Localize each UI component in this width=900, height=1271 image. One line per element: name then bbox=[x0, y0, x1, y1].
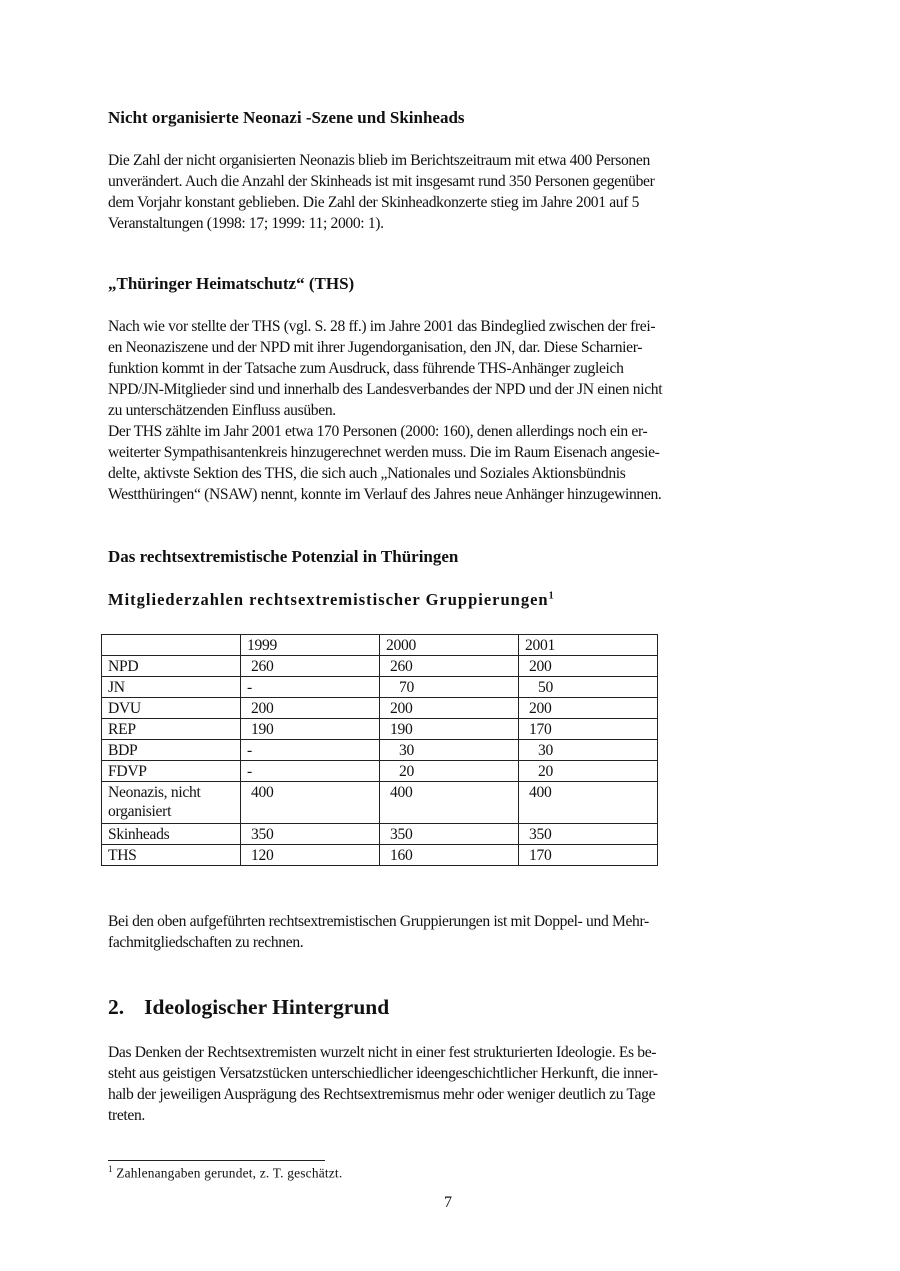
text-line: weiterter Sympathisantenkreis hinzugerechnet werden muss. Die im Raum Eisenach angesie- bbox=[108, 444, 660, 461]
table-cell: 400 bbox=[519, 782, 658, 824]
chapter-number: 2. bbox=[108, 995, 125, 1019]
table-cell: 400 bbox=[241, 782, 380, 824]
text-line: treten. bbox=[108, 1107, 145, 1124]
table-cell: 200 bbox=[519, 656, 658, 677]
table-cell-group: REP bbox=[102, 719, 241, 740]
section-heading-neonazi-szene: Nicht organisierte Neonazi -Szene und Skinheads bbox=[108, 108, 465, 127]
table-row bbox=[102, 677, 658, 698]
section-heading-potenzial: Das rechtsextremistische Potenzial in Thüringen bbox=[108, 547, 459, 566]
table-cell: 350 bbox=[519, 824, 658, 845]
table-cell: 190 bbox=[241, 719, 380, 740]
table-cell-group: DVU bbox=[102, 698, 241, 719]
table-header-row bbox=[102, 635, 658, 656]
table-row bbox=[102, 824, 658, 845]
text-line: Veranstaltungen (1998: 17; 1999: 11; 2000: 1). bbox=[108, 215, 384, 232]
table-row bbox=[102, 719, 658, 740]
table-row bbox=[102, 698, 658, 719]
chapter-title: Ideologischer Hintergrund bbox=[144, 995, 390, 1019]
text-line: en Neonaziszene und der NPD mit ihrer Jugendorganisation, den JN, dar. Diese Scharnier- bbox=[108, 339, 643, 356]
text-line: halb der jeweiligen Ausprägung des Rechtsextremismus mehr oder weniger deutlich zu Tage bbox=[108, 1086, 656, 1103]
page-number: 7 bbox=[444, 1194, 452, 1211]
table-cell: 170 bbox=[519, 845, 658, 866]
table-cell: 260 bbox=[380, 656, 519, 677]
table-cell: 200 bbox=[380, 698, 519, 719]
table-row bbox=[102, 761, 658, 782]
table-header-cell bbox=[102, 635, 241, 656]
table-cell: 70 bbox=[380, 677, 519, 698]
text-line: dem Vorjahr konstant geblieben. Die Zahl der Skinheadkonzerte stieg im Jahre 2001 auf 5 bbox=[108, 194, 640, 211]
table-row bbox=[102, 845, 658, 866]
text-line: Der THS zählte im Jahr 2001 etwa 170 Personen (2000: 160), denen allerdings noch ein er- bbox=[108, 423, 648, 440]
paragraph-ths bbox=[108, 316, 662, 505]
footnote-reference: 1 bbox=[548, 590, 554, 602]
paragraph-ideologie bbox=[108, 1042, 658, 1126]
text-line: Nach wie vor stellte der THS (vgl. S. 28 ff.) im Jahre 2001 das Bindeglied zwischen der frei- bbox=[108, 318, 656, 335]
text-line: NPD/JN-Mitglieder sind und innerhalb des Landesverbandes der NPD und der JN einen nicht bbox=[108, 381, 663, 398]
table-header-cell: 2001 bbox=[519, 635, 658, 656]
table-cell: 200 bbox=[241, 698, 380, 719]
table-cell: 160 bbox=[380, 845, 519, 866]
text-line: funktion kommt in der Tatsache zum Ausdruck, dass führende THS-Anhänger zugleich bbox=[108, 360, 624, 377]
section-heading-ths: „Thüringer Heimatschutz“ (THS) bbox=[108, 274, 355, 293]
table-header-cell: 1999 bbox=[241, 635, 380, 656]
table-cell: 20 bbox=[380, 761, 519, 782]
text-line: Westthüringen“ (NSAW) nennt, konnte im Verlauf des Jahres neue Anhänger hinzugewinnen. bbox=[108, 486, 662, 503]
table-cell: 200 bbox=[519, 698, 658, 719]
footnote-marker: 1 bbox=[108, 1164, 113, 1174]
table-cell: 350 bbox=[380, 824, 519, 845]
table-cell: 350 bbox=[241, 824, 380, 845]
table-cell: 120 bbox=[241, 845, 380, 866]
table-cell: 20 bbox=[519, 761, 658, 782]
table-row bbox=[102, 782, 658, 824]
table-cell-group: THS bbox=[102, 845, 241, 866]
table-title bbox=[108, 590, 554, 610]
table-cell-group: Skinheads bbox=[102, 824, 241, 845]
table-cell: 190 bbox=[380, 719, 519, 740]
table-note-paragraph bbox=[108, 911, 649, 953]
table-cell-group: JN bbox=[102, 677, 241, 698]
table-cell-group: Neonazis, nicht organisiert bbox=[102, 782, 241, 824]
table-cell: - bbox=[241, 677, 380, 698]
chapter-heading bbox=[108, 995, 389, 1020]
paragraph-neonazi-szene bbox=[108, 150, 654, 234]
footnote-text: Zahlenangaben gerundet, z. T. geschätzt. bbox=[116, 1165, 343, 1181]
table-cell: - bbox=[241, 740, 380, 761]
text-line: unverändert. Auch die Anzahl der Skinheads ist mit insgesamt rund 350 Personen gegenüber bbox=[108, 173, 655, 190]
table-cell: 30 bbox=[519, 740, 658, 761]
table-cell: 30 bbox=[380, 740, 519, 761]
footnote bbox=[108, 1164, 342, 1181]
text-line: delte, aktivste Sektion des THS, die sich auch „Nationales und Soziales Aktionsbündnis bbox=[108, 465, 626, 482]
text-line: Das Denken der Rechtsextremisten wurzelt nicht in einer fest strukturierten Ideologie. Es be- bbox=[108, 1044, 657, 1061]
table-title-text: Mitgliederzahlen rechtsextremistischer Gruppierungen bbox=[108, 590, 549, 609]
table-row bbox=[102, 656, 658, 677]
footnote-separator bbox=[108, 1160, 325, 1161]
table-cell: 170 bbox=[519, 719, 658, 740]
table-header-cell: 2000 bbox=[380, 635, 519, 656]
text-line: steht aus geistigen Versatzstücken unterschiedlicher ideengeschichtlicher Herkunft, die inner- bbox=[108, 1065, 658, 1082]
table-cell-group: FDVP bbox=[102, 761, 241, 782]
text-line: Die Zahl der nicht organisierten Neonazis blieb im Berichtszeitraum mit etwa 400 Personen bbox=[108, 152, 650, 169]
table-cell-group: BDP bbox=[102, 740, 241, 761]
membership-table bbox=[101, 634, 658, 866]
table-row bbox=[102, 740, 658, 761]
table-cell: 400 bbox=[380, 782, 519, 824]
table-cell-group: NPD bbox=[102, 656, 241, 677]
table-cell: 260 bbox=[241, 656, 380, 677]
text-line: Bei den oben aufgeführten rechtsextremistischen Gruppierungen ist mit Doppel- und Mehr- bbox=[108, 913, 649, 930]
text-line: fachmitgliedschaften zu rechnen. bbox=[108, 934, 304, 951]
table-cell: 50 bbox=[519, 677, 658, 698]
text-line: zu unterschätzenden Einfluss ausüben. bbox=[108, 402, 336, 419]
table-cell: - bbox=[241, 761, 380, 782]
